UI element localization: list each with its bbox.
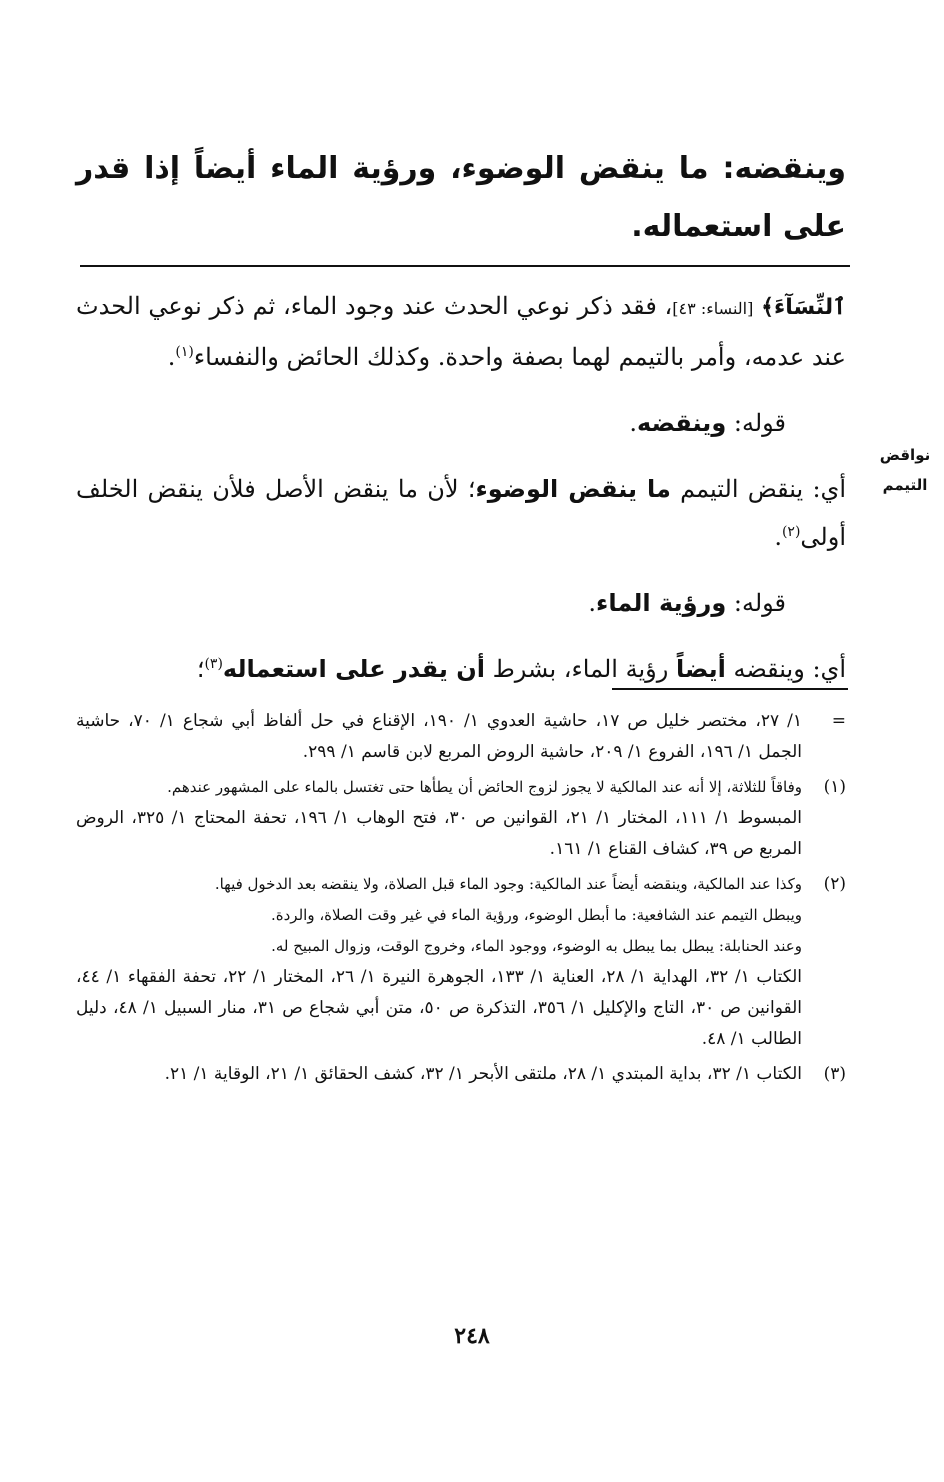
punctuation: . [629,409,638,437]
footnote-2 [76,869,846,1055]
footnote-ref: (٣) [204,656,223,672]
footnote-text: ١/ ٢٧، مختصر خليل ص ١٧، حاشية العدوي ١/ ١٩٠، الإقناع في حل ألفاظ أبي شجاع ١/ ٧٠، حاشية الجمل ١/ ١٩٦، الفروع ١/ ٢٠٩، حاشية الروض المربع لابن قاسم ١/ ٢٩٩. [76,711,802,762]
footnote-marker: (١) [823,777,846,797]
paragraph-text: ، فقد ذكر نوعي الحدث عند وجود الماء، ثم ذكر نوعي الحدث عند عدمه، وأمر بالتيمم لهما بصفة واحدة. وكذلك الحائض والنفساء [76,292,846,371]
top-divider [80,265,850,267]
quoted-phrase: أن يقدر على استعماله [222,655,485,683]
margin-heading-line-2: التيمم [882,476,928,494]
footnote-1 [76,772,846,865]
paragraph-text: أي: وينقضه [725,655,846,683]
qawl-label: قوله: [726,589,786,617]
footnote-sources: الكتاب ١/ ٣٢، بداية المبتدي ١/ ٢٨، ملتقى الأبحر ١/ ٣٢، كشف الحقائق ١/ ٢١، الوقاية ١/ ٢١. [164,1064,802,1084]
qawl-label: قوله: [726,409,786,437]
qawl-heading-2 [76,579,846,627]
footnote-text: ويبطل التيمم عند الشافعية: ما أبطل الوضوء، ورؤية الماء في غير وقت الصلاة، والردة. [271,906,802,924]
paragraph-text: أي: ينقض التيمم [670,475,847,503]
punctuation: ؛ [196,655,205,683]
commentary-paragraph-3 [76,645,846,693]
margin-heading-line-1: نواقض [879,446,931,464]
quran-verse: ٱلنِّسَآءَ﴾ [761,295,846,320]
punctuation: . [588,589,597,617]
commentary [76,282,846,693]
footnote-divider [612,688,848,690]
footnote-ref: (١) [175,344,194,360]
paragraph-text: ؛ لأن ما ينقض الأصل فلأن ينقض الخلف أولى [76,475,846,551]
margin-heading [874,440,936,500]
page-number: ٢٤٨ [454,1323,490,1349]
footnote-3 [76,1059,846,1090]
footnote-sources: المبسوط ١/ ١١١، المختار ١/ ٢١، القوانين ص ٣٠، فتح الوهاب ١/ ١٩٦، تحفة المحتاج ١/ ٣٢٥، الروض المربع ص ٣٩، كشاف القناع ١/ ١٦١. [76,808,802,859]
qawl-quote: وينقضه [637,409,727,437]
footnote-marker: (٣) [823,1064,846,1084]
quoted-phrase: ما ينقض الوضوء [475,475,671,503]
qawl-quote: ورؤية الماء [596,589,727,617]
punctuation: . [774,523,782,551]
footnote-text: وعند الحنابلة: يبطل بما يبطل به الوضوء، ووجود الماء، وخروج الوقت، وزوال المبيح له. [271,937,802,955]
footnote-text: وكذا عند المالكية، وينقضه أيضاً عند المالكية: وجود الماء قبل الصلاة، ولا ينقضه بعد الدخول فيها. [214,875,802,893]
paragraph-text: رؤية الماء، بشرط [484,655,676,683]
footnote-marker: (٢) [823,874,846,894]
commentary-paragraph-2 [76,465,846,561]
qawl-heading-1 [76,399,846,447]
quoted-phrase: أيضاً [675,655,726,683]
main-text: وينقضه: ما ينقض الوضوء، ورؤية الماء أيضاً إذا قدر على استعماله. [76,151,846,244]
footnotes [76,706,846,1094]
footnote-text: وفاقاً للثلاثة، إلا أنه عند المالكية لا يجوز لزوج الحائض أن يطأها حتى تغتسل بالماء على المشهور عندهم. [167,778,802,796]
verse-citation: [النساء: ٤٣] [672,299,754,318]
footnote-continuation [76,706,846,768]
footnote-sources: الكتاب ١/ ٣٢، الهداية ١/ ٢٨، العناية ١/ ١٣٣، الجوهرة النيرة ١/ ٢٦، المختار ١/ ٢٢، تحفة الفقهاء ١/ ٤٤، القوانين ص ٣٠، التاج والإكليل ١/ ٣٥٦، التذكرة ص ٥٠، متن أبي شجاع ص ٣١، منار السبيل ١/ ٤٨، دليل الطالب ١/ ٤٨. [76,967,803,1049]
footnote-ref: (٢) [781,524,801,540]
commentary-paragraph-1 [76,282,846,381]
punctuation: . [167,343,176,371]
footnote-marker: = [831,711,846,731]
